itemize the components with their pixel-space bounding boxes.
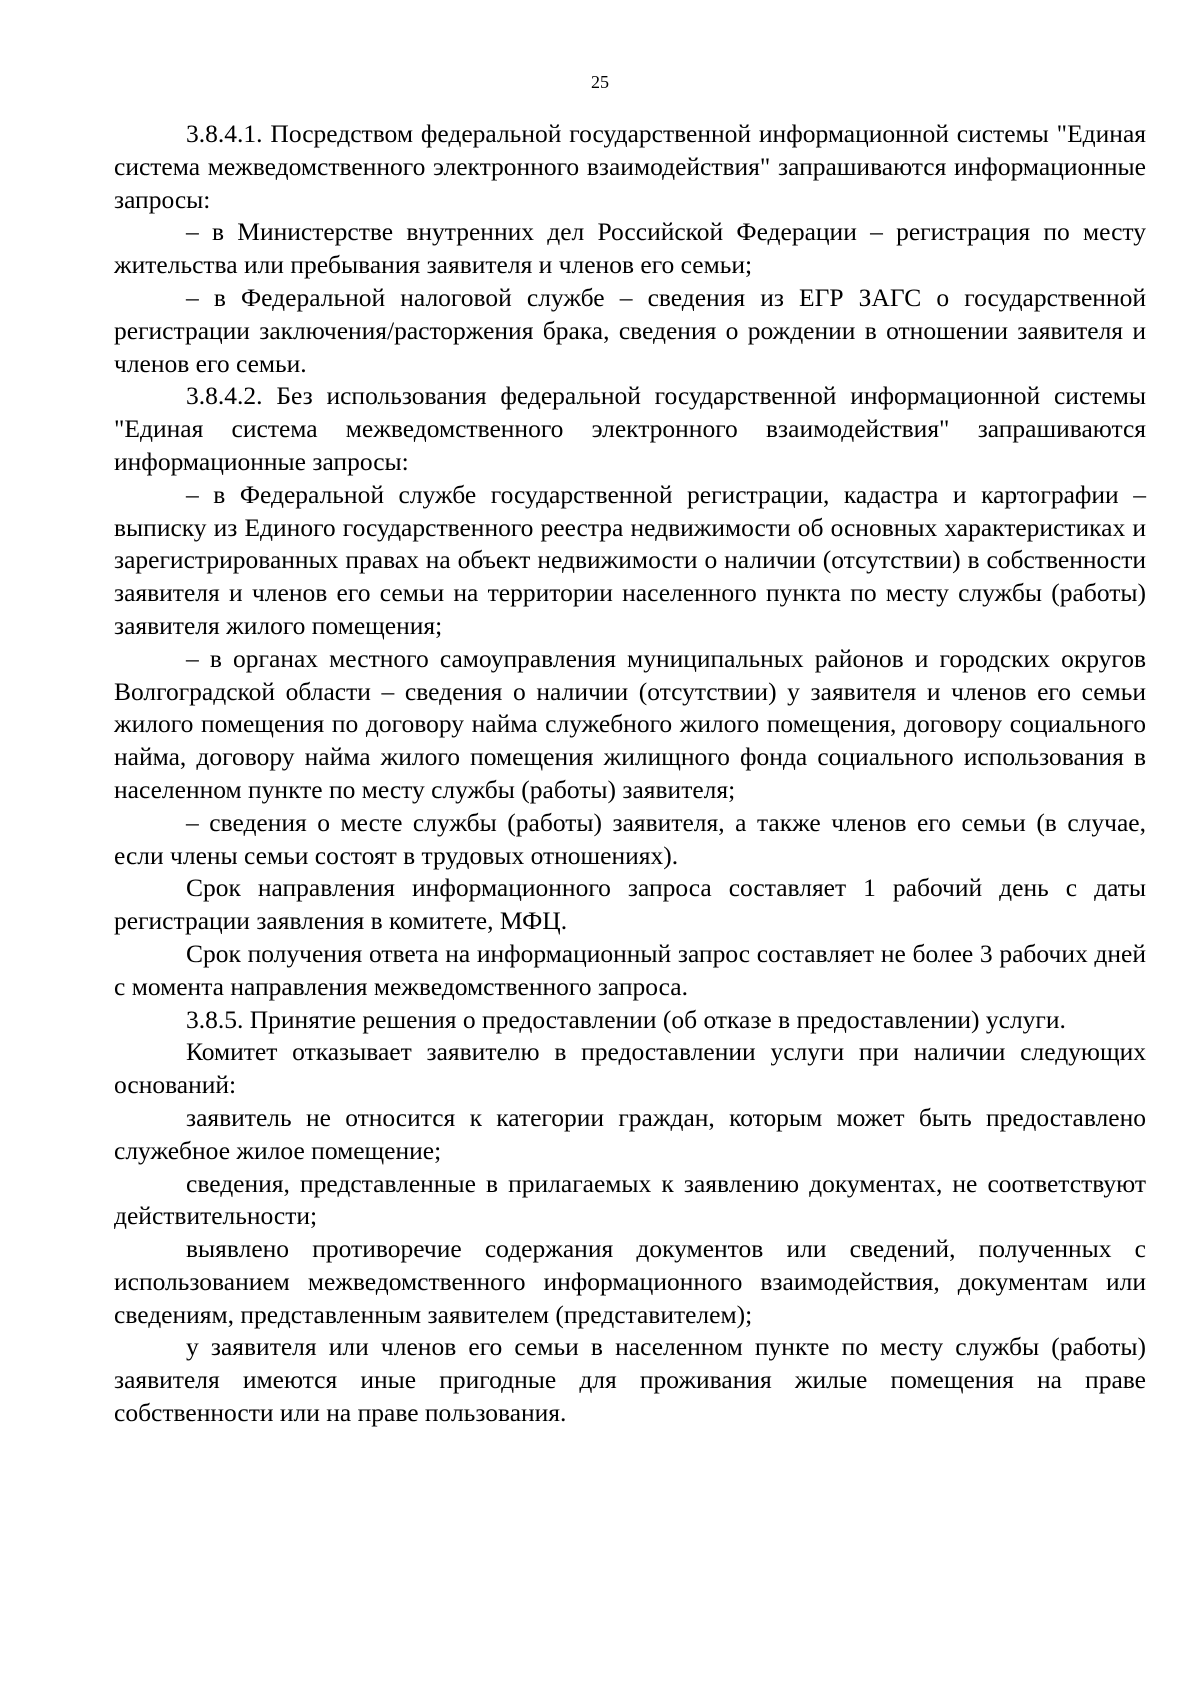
document-body [114,118,1146,1430]
list-item-mvd: – в Министерстве внутренних дел Российской Федерации – регистрация по месту жительства или пребывания заявителя и членов его семьи; [114,217,1146,280]
refusal-ground-contradiction: выявлено противоречие содержания документов или сведений, полученных с использованием межведомственного информационного взаимодействия, документам или сведениям, представленным заявителем (представителем); [114,1234,1146,1329]
list-item-rosreestr: – в Федеральной службе государственной регистрации, кадастра и картографии – выписку из Единого государственного реестра недвижимости об основных характеристиках и зарегистрированных правах на объект недвижимости о наличии (отсутствии) в собственности заявителя и членов его семьи на территории населенного пункта по месту службы (работы) заявителя жилого помещения; [114,479,1146,640]
list-item-local-government: – в органах местного самоуправления муниципальных районов и городских округов Волгоградской области – сведения о наличии (отсутствии) у заявителя и членов его семьи жилого помещения по договору найма служебного жилого помещения, договору социального найма, договору найма жилого помещения жилищного фонда социального использования в населенном пункте по месту службы (работы) заявителя; [114,643,1146,804]
refusal-ground-other-housing: у заявителя или членов его семьи в населенном пункте по месту службы (работы) заявителя имеются иные пригодные для проживания жилые помещения на праве собственности или на праве пользования. [114,1332,1146,1428]
list-item-fns: – в Федеральной налоговой службе – сведения из ЕГР ЗАГС о государственной регистрации заключения/расторжения брака, сведения о рождении в отношении заявителя и членов его семьи. [114,282,1146,378]
paragraph-refusal-grounds: Комитет отказывает заявителю в предоставлении услуги при наличии следующих оснований: [114,1037,1146,1100]
paragraph-request-term: Срок направления информационного запроса составляет 1 рабочий день с даты регистрации заявления в комитете, МФЦ. [114,873,1146,936]
paragraph-3-8-4-1: 3.8.4.1. Посредством федеральной государственной информационной системы "Единая система межведомственного электронного взаимодействия" запрашиваются информационные запросы: [114,119,1146,214]
paragraph-response-term: Срок получения ответа на информационный запрос составляет не более 3 рабочих дней с момента направления межведомственного запроса. [114,938,1146,1001]
list-item-workplace: – сведения о месте службы (работы) заявителя, а также членов его семьи (в случае, если члены семьи состоят в трудовых отношениях). [114,807,1146,870]
refusal-ground-category: заявитель не относится к категории граждан, которым может быть предоставлено служебное жилое помещение; [114,1102,1146,1165]
page-number: 25 [591,72,609,92]
paragraph-3-8-4-2: 3.8.4.2. Без использования федеральной государственной информационной системы "Единая система межведомственного электронного взаимодействия" запрашиваются информационные запросы: [114,381,1146,476]
refusal-ground-documents: сведения, представленные в прилагаемых к заявлению документах, не соответствуют действительности; [114,1168,1146,1231]
paragraph-3-8-5: 3.8.5. Принятие решения о предоставлении (об отказе в предоставлении) услуги. [186,1004,1066,1034]
